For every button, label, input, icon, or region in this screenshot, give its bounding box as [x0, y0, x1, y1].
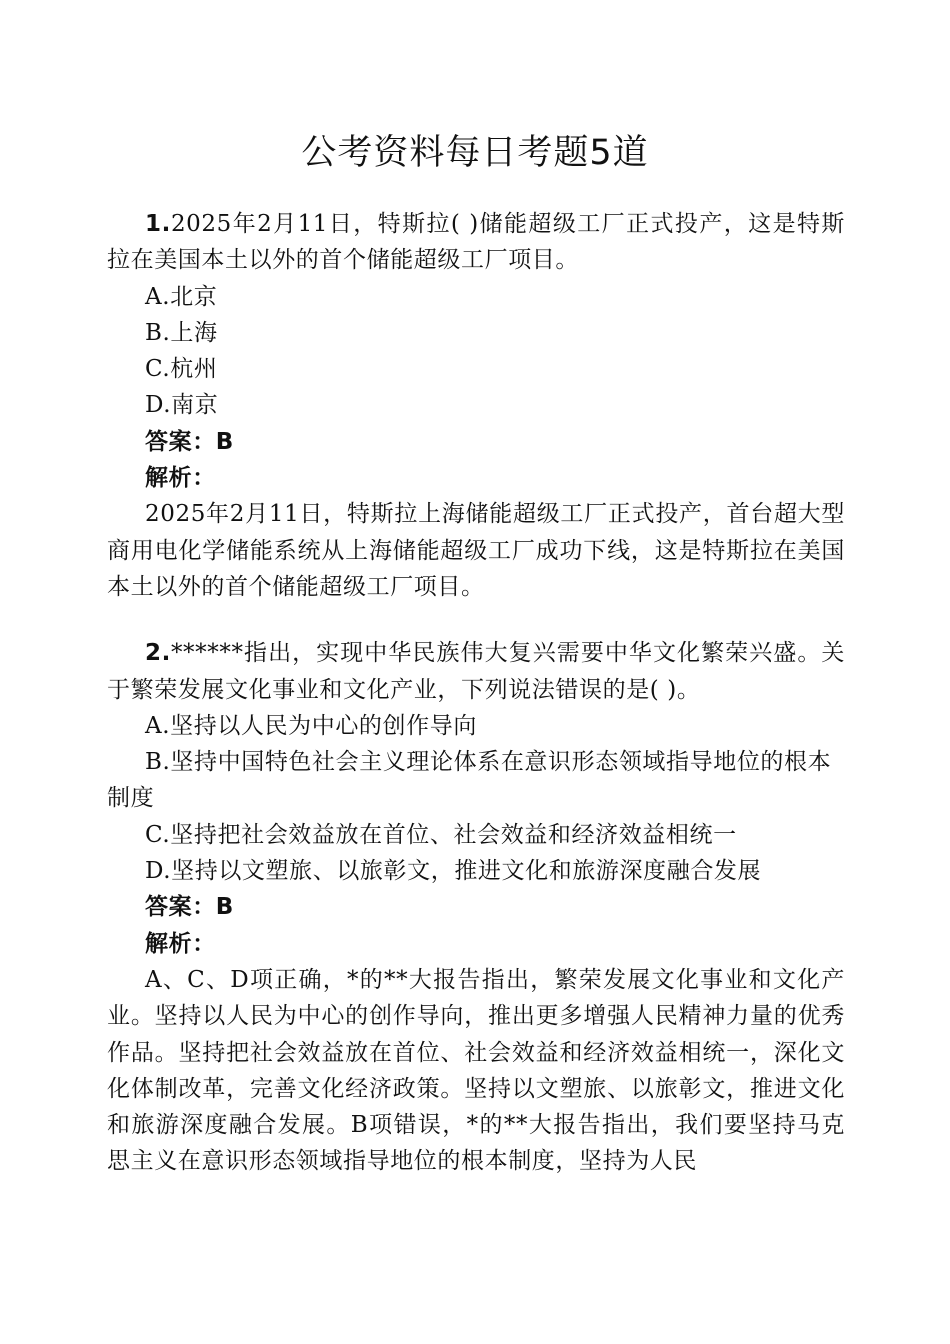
question-spacer [107, 605, 845, 635]
question-list [107, 206, 845, 1180]
question-1-option-d: D.南京 [145, 392, 219, 419]
question-1-option-a: A.北京 [145, 283, 218, 310]
question-2-option-c: C.坚持把社会效益放在首位、社会效益和经济效益相统一 [145, 821, 737, 848]
question-2-option-a: A.坚持以人民为中心的创作导向 [145, 712, 477, 739]
question-2-option-b: B.坚持中国特色社会主义理论体系在意识形态领域指导地位的根本制度 [107, 749, 832, 812]
question-1-analysis-label: 解析： [145, 465, 216, 492]
question-1-analysis: 2025年2月11日，特斯拉上海储能超级工厂正式投产，首台超大型商用电化学储能系统从上海储能超级工厂成功下线，这是特斯拉在美国本土以外的首个储能超级工厂项目。 [107, 501, 845, 600]
question-2-number: 2. [145, 640, 171, 667]
question-2-stem [107, 635, 845, 708]
question-2-analysis: A、C、D项正确，*的**大报告指出，繁荣发展文化事业和文化产业。坚持以人民为中心的创作导向，推出更多增强人民精神力量的优秀作品。坚持把社会效益放在首位、社会效益和经济效益相统一，深化文化体制改革，完善文化经济政策。坚持以文塑旅、以旅彰文，推进文化和旅游深度融合发展。B项错误，*的**大报告指出，我们要坚持马克思主义在意识形态领域指导地位的根本制度，坚持为人民 [107, 966, 845, 1175]
question-2-analysis-label: 解析： [145, 930, 216, 957]
question-2-option-d: D.坚持以文塑旅、以旅彰文，推进文化和旅游深度融合发展 [145, 858, 762, 885]
question-2-text: ******指出，实现中华民族伟大复兴需要中华文化繁荣兴盛。关于繁荣发展文化事业和文化产业，下列说法错误的是( )。 [107, 640, 845, 703]
question-1-number: 1. [145, 211, 171, 237]
question-1-stem [107, 206, 845, 279]
question-1-option-c: C.杭州 [145, 356, 218, 383]
question-1-answer: 答案：B [145, 428, 234, 455]
page-title: 公考资料每日考题5道 [301, 133, 649, 173]
question-1-text: 2025年2月11日，特斯拉( )储能超级工厂正式投产，这是特斯拉在美国本土以外的首个储能超级工厂项目。 [107, 211, 845, 274]
question-1-option-b: B.上海 [145, 319, 218, 346]
question-2-answer: 答案：B [145, 894, 234, 921]
